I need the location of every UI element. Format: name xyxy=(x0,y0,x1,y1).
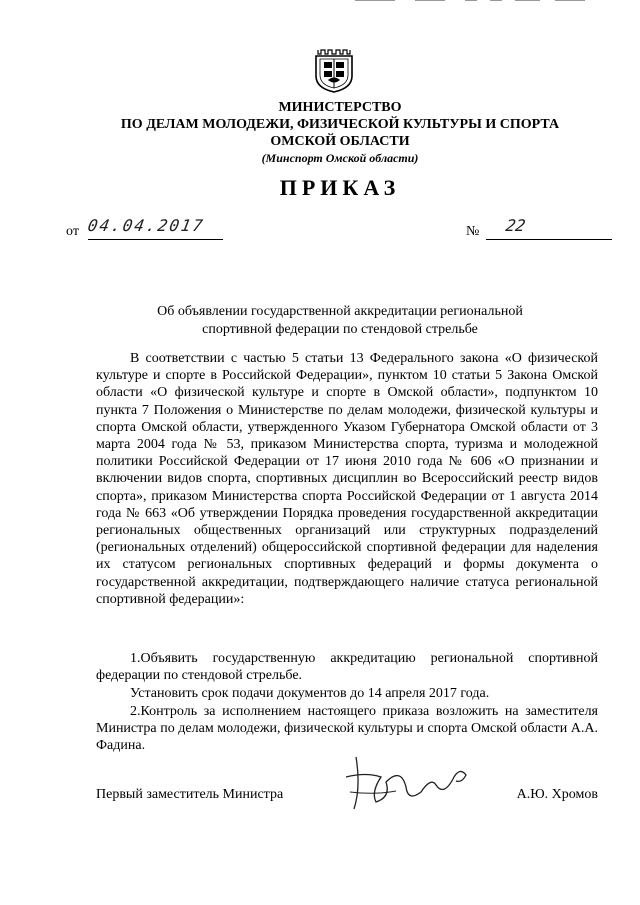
date-underline xyxy=(88,239,223,240)
preamble-paragraph: В соответствии с частью 5 статьи 13 Федерального закона «О физической культуре и спорте в Российской Федерации», пунктом 10 статьи 5 Закона Омской области «О физической культуре и спорте в Омской области», подпунктом 10 пункта 7 Положения о Министерстве по делам молодежи, физической культуры и спорта Омской области, утвержденного Указом Губернатора Омской области от 3 марта 2004 года № 53, приказом Министерства спорта, туризма и молодежной политики Российской Федерации от 17 июня 2010 года № 606 «О признании и включении видов спорта, спортивных дисциплин во Всероссийский реестр видов спорта», приказом Министерства спорта Российской Федерации от 1 августа 2014 года № 663 «Об утверждении Порядка проведения государственной аккредитации региональных общественных организаций или структурных подразделений (региональных отделений) общероссийской спортивной федерации для наделения их статусом региональных спортивных федераций и формы документа о государственной аккредитации, подтверждающего наличие статуса региональной спортивной федерации»: xyxy=(96,351,598,607)
ministry-department: ПО ДЕЛАМ МОЛОДЕЖИ, ФИЗИЧЕСКОЙ КУЛЬТУРЫ И СПОРТА xyxy=(120,117,560,132)
handwritten-signature xyxy=(336,747,476,817)
number-label: № xyxy=(466,224,480,239)
ministry-short-name: (Минспорт Омской области) xyxy=(261,151,419,165)
document-title: ПРИКАЗ xyxy=(279,175,401,200)
coat-of-arms-icon xyxy=(310,42,358,94)
ministry-title: МИНИСТЕРСТВО xyxy=(278,100,402,115)
order-item-1: 1.Объявить государственную аккредитацию региональной спортивной федерации по стендовой стрельбе. xyxy=(96,651,598,684)
number-handwritten: 22 xyxy=(504,216,527,235)
order-item-2: 2.Контроль за исполнением настоящего приказа возложить на заместителя Министра по делам молодежи, физической культуры и спорта Омской области А.А. Фадина. xyxy=(96,704,598,754)
number-underline xyxy=(486,239,612,240)
order-subject xyxy=(140,303,540,339)
date-label: от xyxy=(66,224,79,239)
signer-name: А.Ю. Хромов xyxy=(516,787,598,802)
scan-marks xyxy=(355,0,605,4)
subject-line: спортивной федерации по стендовой стрельбе xyxy=(202,322,478,337)
ministry-region: ОМСКОЙ ОБЛАСТИ xyxy=(270,134,410,149)
date-handwritten: 04.04.2017 xyxy=(86,216,207,235)
subject-line: Об объявлении государственной аккредитации региональной xyxy=(157,304,523,319)
signer-position: Первый заместитель Министра xyxy=(96,787,284,802)
deadline-paragraph: Установить срок подачи документов до 14 апреля 2017 года. xyxy=(130,686,490,701)
